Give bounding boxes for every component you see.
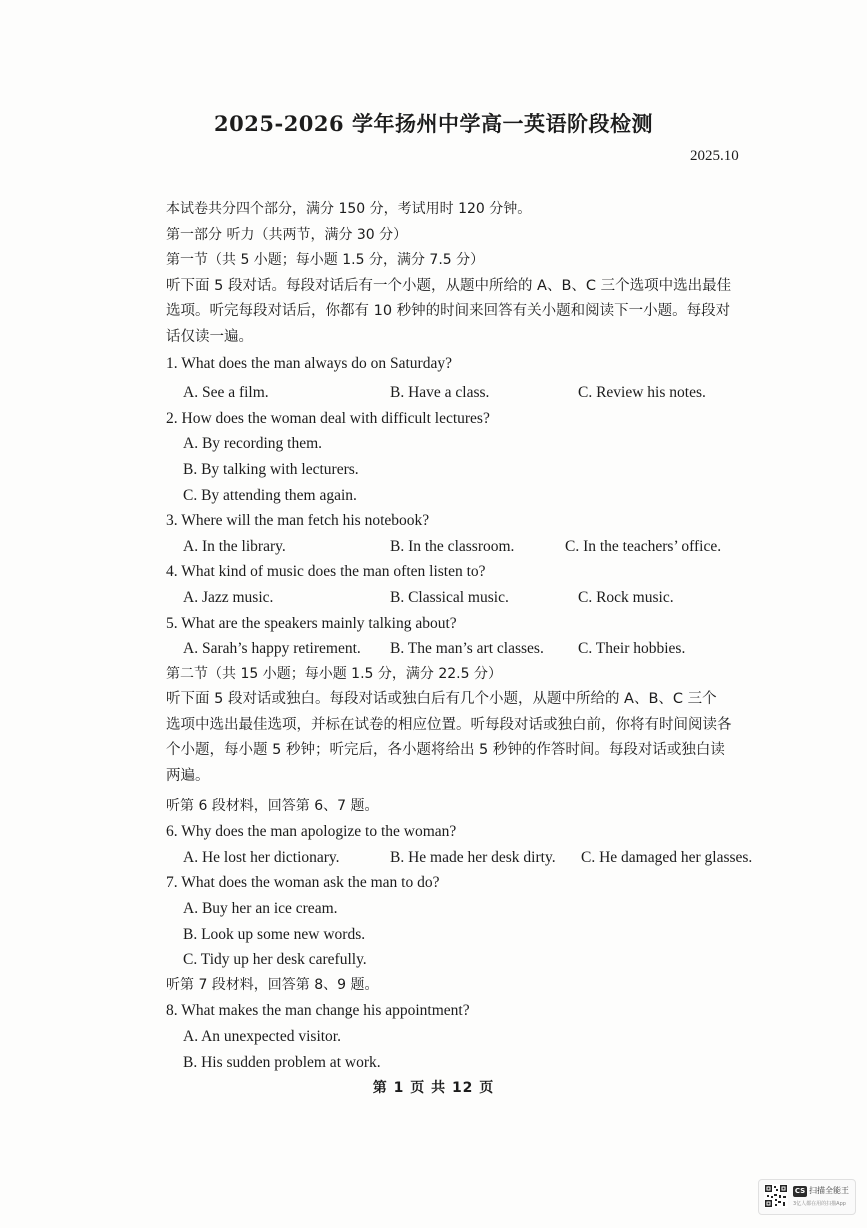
- answer-options: [166, 534, 791, 560]
- option-b: B. The man’s art classes.: [390, 640, 544, 658]
- section-instructions-line: 个小题，每小题 5 秒钟；听完后，各小题将给出 5 秒钟的作答时间。每段对话或独白读: [166, 742, 725, 759]
- section-instructions-line: 两遍。: [166, 768, 210, 785]
- section-instructions-line: 听下面 5 段对话。每段对话后有一个小题，从题中所给的 A、B、C 三个选项中选出最佳: [166, 277, 732, 294]
- section-instructions-line: 话仅读一遍。: [166, 328, 253, 345]
- camscanner-logo: CS: [794, 1187, 806, 1195]
- material-heading: 听第 6 段材料，回答第 6、7 题。: [166, 797, 379, 814]
- option-a: A. In the library.: [183, 537, 286, 555]
- exam-content: [166, 197, 791, 1075]
- page-number: 第 1 页 共 12 页: [372, 1080, 495, 1096]
- option-b: B. He made her desk dirty.: [390, 848, 556, 866]
- question-text: 2. How does the woman deal with difficult lectures?: [166, 409, 490, 427]
- answer-options: [166, 585, 791, 611]
- option-a: A. He lost her dictionary.: [183, 848, 340, 866]
- section-instructions-line: 选项。听完每段对话后，你都有 10 秒钟的时间来回答有关小题和阅读下一小题。每段对: [166, 303, 731, 320]
- watermark-name: 扫描全能王: [809, 1186, 849, 1195]
- answer-options: [166, 636, 791, 662]
- section-instructions-line: 选项中选出最佳选项，并标在试卷的相应位置。听每段对话或独白前，你将有时间阅读各: [166, 716, 732, 733]
- material-heading: 听第 7 段材料，回答第 8、9 题。: [166, 976, 379, 993]
- question-text: 3. Where will the man fetch his notebook?: [166, 512, 430, 530]
- exam-title: 2025-2026 学年扬州中学高一英语阶段检测: [214, 111, 653, 136]
- exam-date: 2025.10: [690, 148, 739, 164]
- option-c: C. Review his notes.: [578, 384, 706, 402]
- option-b: B. His sudden problem at work.: [183, 1053, 381, 1071]
- watermark-tagline: 3亿人都在用的扫描App: [793, 1201, 846, 1207]
- question-text: 8. What makes the man change his appointment?: [166, 1002, 470, 1020]
- question-text: 7. What does the woman ask the man to do?: [166, 874, 440, 892]
- scanner-watermark: [758, 1179, 856, 1215]
- option-a: A. See a film.: [183, 384, 269, 402]
- option-c: C. He damaged her glasses.: [581, 848, 753, 866]
- option-a: A. An unexpected visitor.: [183, 1028, 341, 1045]
- option-b: B. In the classroom.: [390, 537, 515, 555]
- question-text: 6. Why does the man apologize to the woman?: [166, 823, 457, 841]
- option-b: B. Look up some new words.: [183, 925, 366, 943]
- option-c: C. Their hobbies.: [578, 640, 686, 658]
- question-text: 1. What does the man always do on Saturday?: [166, 354, 452, 372]
- question-text: 5. What are the speakers mainly talking about?: [166, 614, 457, 632]
- option-b: B. By talking with lecturers.: [183, 460, 359, 478]
- option-a: A. Jazz music.: [183, 588, 274, 606]
- exam-intro: 本试卷共分四个部分，满分 150 分，考试用时 120 分钟。: [166, 201, 532, 217]
- option-a: A. By recording them.: [183, 435, 323, 453]
- option-c: C. Rock music.: [578, 588, 674, 606]
- option-b: B. Have a class.: [390, 384, 490, 402]
- answer-options: [166, 845, 791, 871]
- option-a: A. Buy her an ice cream.: [183, 900, 338, 918]
- section-heading: 第二节（共 15 小题；每小题 1.5 分，满分 22.5 分）: [166, 665, 502, 682]
- answer-options: [166, 380, 791, 406]
- qr-code-icon: [764, 1184, 788, 1208]
- option-a: A. Sarah’s happy retirement.: [183, 640, 361, 658]
- option-c: C. In the teachers’ office.: [565, 537, 722, 555]
- option-c: C. By attending them again.: [183, 486, 357, 504]
- question-text: 4. What kind of music does the man often listen to?: [166, 563, 486, 581]
- option-b: B. Classical music.: [390, 588, 509, 606]
- section-heading: 第一节（共 5 小题；每小题 1.5 分，满分 7.5 分）: [166, 252, 485, 269]
- part-heading: 第一部分 听力（共两节，满分 30 分）: [166, 226, 408, 243]
- section-instructions-line: 听下面 5 段对话或独白。每段对话或独白后有几个小题，从题中所给的 A、B、C 三个: [166, 691, 717, 708]
- option-c: C. Tidy up her desk carefully.: [183, 951, 367, 969]
